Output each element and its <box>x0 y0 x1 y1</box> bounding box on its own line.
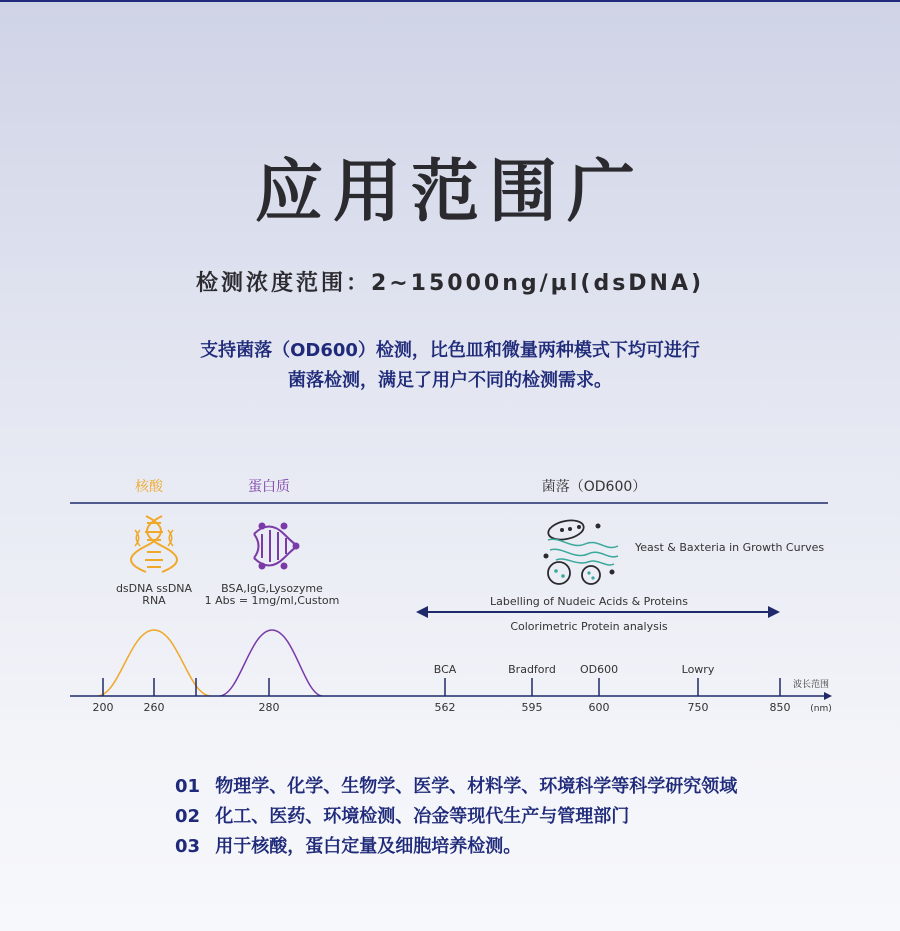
description-line-2: 菌落检测，满足了用户不同的检测需求。 <box>288 370 612 391</box>
marker-od600 <box>580 663 618 714</box>
item-number: 03 <box>175 836 201 857</box>
svg-text:850: 850 <box>769 701 791 714</box>
arrow-label-top: Labelling of Nudeic Acids & Proteins <box>490 595 688 608</box>
protein-curve <box>220 630 322 696</box>
top-border <box>0 0 900 2</box>
arrow-label-bottom: Colorimetric Protein analysis <box>510 620 668 633</box>
dna-icon <box>131 516 177 572</box>
description-line-1: 支持菌落（OD600）检测，比色皿和微量两种模式下均可进行 <box>200 340 700 361</box>
protein-label-1: BSA,IgG,Lysozyme <box>221 582 323 595</box>
colony-label: Yeast & Baxteria in Growth Curves <box>635 541 825 554</box>
nucleic-acid-label-1: dsDNA ssDNA <box>115 582 193 595</box>
svg-text:750: 750 <box>687 701 709 714</box>
item-text: 物理学、化学、生物学、医学、材料学、环境科学等科学研究领域 <box>215 776 738 797</box>
marker-lowry <box>682 663 715 714</box>
item-text: 化工、医药、环境检测、冶金等现代生产与管理部门 <box>215 806 630 827</box>
axis-title: 波长范围 <box>792 680 830 690</box>
marker-bradford <box>508 663 556 714</box>
wavelength-diagram <box>0 460 900 730</box>
svg-text:BCA: BCA <box>433 663 457 676</box>
item-number: 01 <box>175 776 201 797</box>
tick-260: 260 <box>143 701 165 714</box>
list-item <box>175 832 737 862</box>
list-item <box>175 802 737 832</box>
marker-bca <box>434 663 457 714</box>
category-protein: 蛋白质 <box>248 479 290 495</box>
svg-text:595: 595 <box>521 701 543 714</box>
category-nucleic-acid: 核酸 <box>135 479 163 495</box>
page-title: 应用范围广 <box>254 153 645 232</box>
item-number: 02 <box>175 806 201 827</box>
axis-unit: (nm) <box>810 704 832 714</box>
concentration-range: 检测浓度范围：2~15000ng/µl(dsDNA) <box>195 271 705 296</box>
svg-text:OD600: OD600 <box>579 663 619 676</box>
svg-text:562: 562 <box>434 701 456 714</box>
low-ticks <box>103 678 269 696</box>
item-text: 用于核酸，蛋白定量及细胞培养检测。 <box>215 836 522 857</box>
svg-text:600: 600 <box>588 701 610 714</box>
protein-icon <box>254 524 299 569</box>
tick-200: 200 <box>92 701 114 714</box>
axis-arrowhead <box>824 692 832 700</box>
description <box>0 336 900 396</box>
protein-label-2: 1 Abs = 1mg/ml,Custom <box>204 594 340 607</box>
tick-280: 280 <box>258 701 280 714</box>
svg-text:Bradford: Bradford <box>508 663 556 676</box>
svg-text:Lowry: Lowry <box>681 663 715 676</box>
list-item <box>175 772 737 802</box>
nucleic-acid-label-2: RNA <box>142 594 166 607</box>
bacteria-icon <box>544 517 619 584</box>
applications-list <box>175 772 737 862</box>
category-colony: 菌落（OD600） <box>541 479 647 495</box>
